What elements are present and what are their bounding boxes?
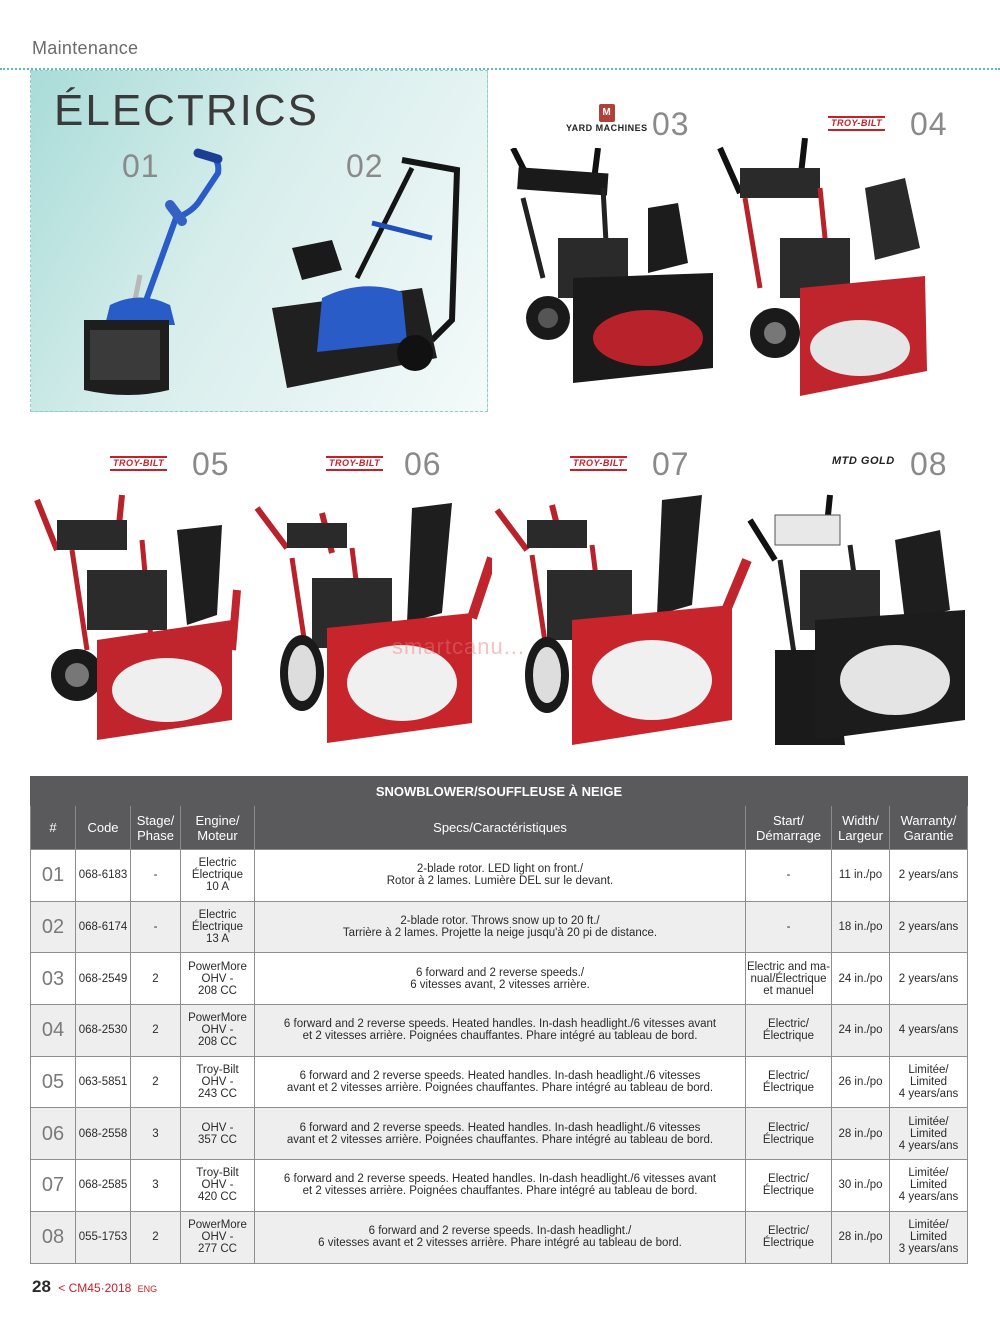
table-row (31, 1211, 968, 1263)
table-row (31, 1160, 968, 1212)
engine-value: Troy-Bilt OHV - 420 CC (181, 1160, 255, 1212)
troy-bilt-logo: TROY-BILT (110, 456, 167, 471)
start-value: Electric/ Électrique (746, 1211, 832, 1263)
col-header-start: Start/ Démarrage (746, 806, 832, 850)
table-row (31, 901, 968, 953)
electrics-title: ÉLECTRICS (54, 86, 319, 135)
product-number-06: 06 (404, 446, 442, 482)
width-value: 28 in./po (832, 1211, 890, 1263)
width-value: 24 in./po (832, 953, 890, 1005)
specs-value: 6 forward and 2 reverse speeds. Heated handles. In-dash headlight./6 vitesses avant et 2 vitesses arrière. Poignées chauffantes. Phare intégré au tableau de bord. (255, 1056, 746, 1108)
product-code: 068-2558 (76, 1108, 131, 1160)
snowblower-spec-table (30, 776, 968, 1264)
table-title: SNOWBLOWER/SOUFFLEUSE À NEIGE (31, 777, 968, 806)
stage-value: 2 (131, 1005, 181, 1057)
width-value: 30 in./po (832, 1160, 890, 1212)
specs-value: 6 forward and 2 reverse speeds. In-dash headlight./ 6 vitesses avant et 2 vitesses arrière. Phare intégré au tableau de bord. (255, 1211, 746, 1263)
width-value: 26 in./po (832, 1056, 890, 1108)
product-number-05: 05 (192, 446, 230, 482)
stage-value: - (131, 850, 181, 902)
product-number-02: 02 (346, 148, 384, 184)
engine-value: PowerMore OHV - 208 CC (181, 1005, 255, 1057)
warranty-value: 4 years/ans (890, 1005, 968, 1057)
start-value: Electric/ Électrique (746, 1108, 832, 1160)
troy-bilt-logo: TROY-BILT (570, 456, 627, 471)
language-tag: ENG (137, 1284, 158, 1294)
watermark-text: smartcanu... (392, 634, 526, 659)
warranty-value: Limitée/ Limited 3 years/ans (890, 1211, 968, 1263)
product-code: 063-5851 (76, 1056, 131, 1108)
snow-blower-03-image (498, 148, 723, 398)
width-value: 18 in./po (832, 901, 890, 953)
start-value: Electric/ Électrique (746, 1005, 832, 1057)
product-number-07: 07 (652, 446, 690, 482)
specs-value: 2-blade rotor. Throws snow up to 20 ft./ Tarrière à 2 lames. Projette la neige jusqu'à 20 pi de distance. (255, 901, 746, 953)
col-header-code: Code (76, 806, 131, 850)
start-value: Electric/ Électrique (746, 1056, 832, 1108)
row-number: 05 (31, 1056, 76, 1108)
product-code: 068-2549 (76, 953, 131, 1005)
engine-value: OHV - 357 CC (181, 1108, 255, 1160)
snow-blower-06-image (252, 498, 492, 753)
product-code: 068-6183 (76, 850, 131, 902)
width-value: 24 in./po (832, 1005, 890, 1057)
row-number: 02 (31, 901, 76, 953)
stage-value: 3 (131, 1108, 181, 1160)
snow-blower-04-image (705, 138, 935, 403)
table-row (31, 953, 968, 1005)
page-number: 28 (32, 1277, 51, 1296)
col-header-specs: Specs/Caractéristiques (255, 806, 746, 850)
product-code: 068-6174 (76, 901, 131, 953)
engine-value: PowerMore OHV - 208 CC (181, 953, 255, 1005)
row-number: 04 (31, 1005, 76, 1057)
product-code: 068-2585 (76, 1160, 131, 1212)
stage-value: - (131, 901, 181, 953)
snow-shovel-01-image (70, 145, 240, 400)
row-number: 07 (31, 1160, 76, 1212)
col-header-num: # (31, 806, 76, 850)
specs-value: 2-blade rotor. LED light on front./ Rotor à 2 lames. Lumière DEL sur le devant. (255, 850, 746, 902)
warranty-value: Limitée/ Limited 4 years/ans (890, 1160, 968, 1212)
table-row (31, 850, 968, 902)
product-number-04: 04 (910, 106, 948, 142)
product-number-03: 03 (652, 106, 690, 142)
page-footer (32, 1277, 157, 1297)
col-header-width: Width/ Largeur (832, 806, 890, 850)
snow-thrower-02-image (262, 148, 467, 398)
col-header-stage: Stage/ Phase (131, 806, 181, 850)
troy-bilt-logo: TROY-BILT (326, 456, 383, 471)
warranty-value: 2 years/ans (890, 850, 968, 902)
stage-value: 2 (131, 1056, 181, 1108)
product-code: 055-1753 (76, 1211, 131, 1263)
section-title: Maintenance (32, 38, 139, 58)
engine-value: Electric Électrique 13 A (181, 901, 255, 953)
product-number-08: 08 (910, 446, 948, 482)
specs-value: 6 forward and 2 reverse speeds./ 6 vitesses avant, 2 vitesses arrière. (255, 953, 746, 1005)
product-code: 068-2530 (76, 1005, 131, 1057)
table-header-row (31, 806, 968, 850)
product-number-01: 01 (122, 148, 160, 184)
yard-machines-logo (566, 104, 648, 133)
yard-machines-emblem-icon: M (599, 104, 615, 122)
row-number: 01 (31, 850, 76, 902)
brand-label: YARD MACHINES (566, 123, 648, 133)
engine-value: Electric Électrique 10 A (181, 850, 255, 902)
start-value: Electric/ Électrique (746, 1160, 832, 1212)
row-number: 08 (31, 1211, 76, 1263)
table-row (31, 1108, 968, 1160)
stage-value: 3 (131, 1160, 181, 1212)
mtd-gold-logo: MTD GOLD (832, 455, 895, 467)
specs-value: 6 forward and 2 reverse speeds. Heated handles. In-dash headlight./6 vitesses avant et 2 vitesses arrière. Poignées chauffantes. Phare intégré au tableau de bord. (255, 1005, 746, 1057)
specs-value: 6 forward and 2 reverse speeds. Heated handles. In-dash headlight./6 vitesses avant et 2 vitesses arrière. Poignées chauffantes. Phare intégré au tableau de bord. (255, 1108, 746, 1160)
troy-bilt-logo: TROY-BILT (828, 116, 885, 131)
row-number: 06 (31, 1108, 76, 1160)
col-header-warranty: Warranty/ Garantie (890, 806, 968, 850)
snow-blower-07-image (492, 490, 752, 755)
width-value: 11 in./po (832, 850, 890, 902)
specs-value: 6 forward and 2 reverse speeds. Heated handles. In-dash headlight./6 vitesses avant et 2 vitesses arrière. Poignées chauffantes. Phare intégré au tableau de bord. (255, 1160, 746, 1212)
table-row (31, 1005, 968, 1057)
table-row (31, 1056, 968, 1108)
snow-blower-05-image (32, 490, 252, 750)
stage-value: 2 (131, 953, 181, 1005)
warranty-value: 2 years/ans (890, 953, 968, 1005)
catalog-code: < CM45·2018 (58, 1281, 132, 1295)
start-value: - (746, 850, 832, 902)
start-value: Electric and ma- nual/Électrique et manuel (746, 953, 832, 1005)
engine-value: Troy-Bilt OHV - 243 CC (181, 1056, 255, 1108)
warranty-value: Limitée/ Limited 4 years/ans (890, 1108, 968, 1160)
snow-blower-08-image (745, 490, 970, 752)
engine-value: PowerMore OHV - 277 CC (181, 1211, 255, 1263)
start-value: - (746, 901, 832, 953)
warranty-value: Limitée/ Limited 4 years/ans (890, 1056, 968, 1108)
col-header-engine: Engine/ Moteur (181, 806, 255, 850)
stage-value: 2 (131, 1211, 181, 1263)
row-number: 03 (31, 953, 76, 1005)
width-value: 28 in./po (832, 1108, 890, 1160)
warranty-value: 2 years/ans (890, 901, 968, 953)
